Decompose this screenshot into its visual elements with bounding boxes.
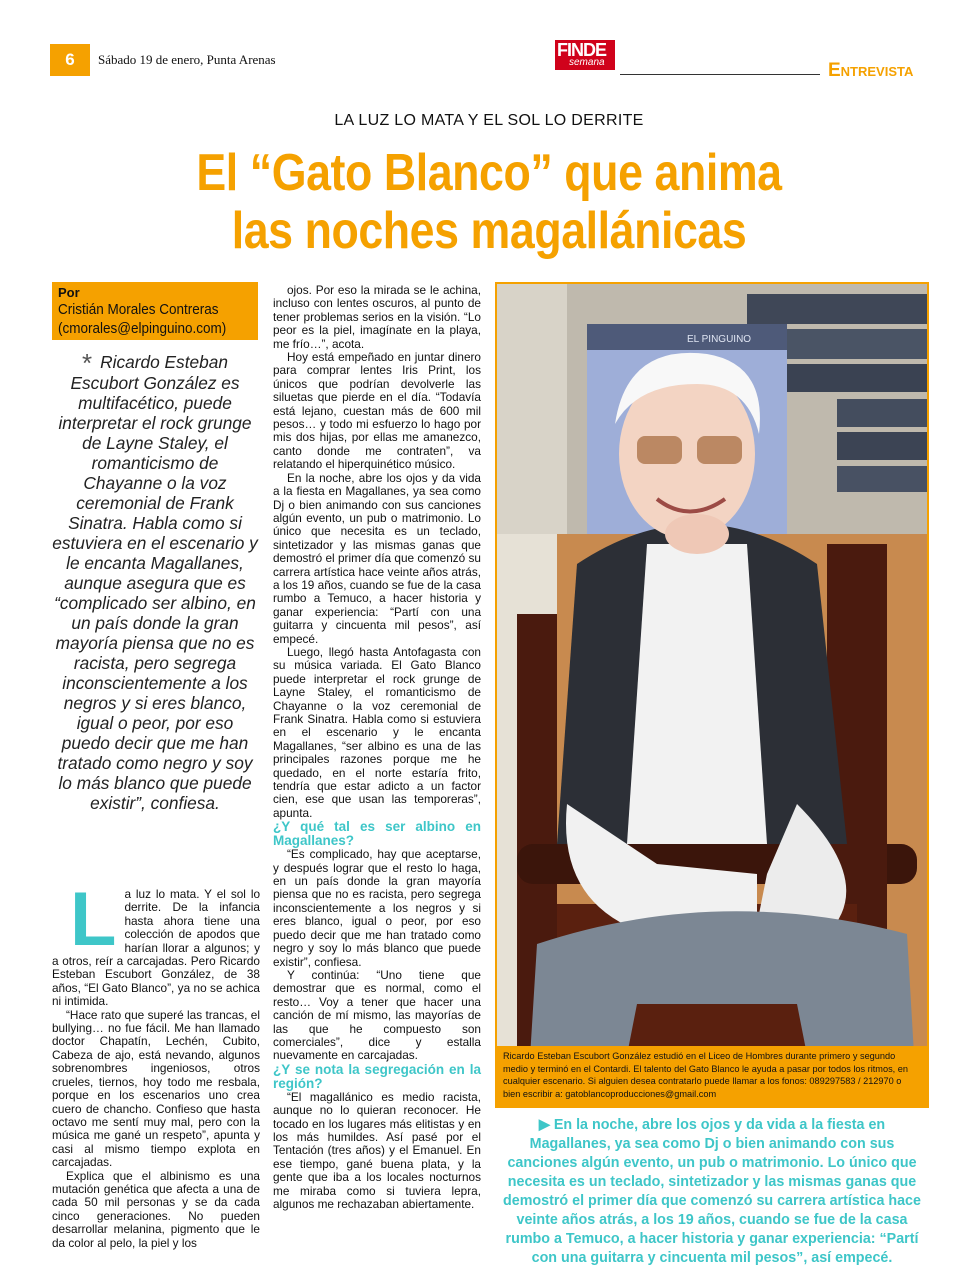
headline (0, 144, 978, 260)
headline-line-1: El “Gato Blanco” que anima (196, 144, 782, 202)
headline-line-2: las noches magallánicas (231, 202, 747, 260)
kicker: LA LUZ LO MATA Y EL SOL LO DERRITE (334, 112, 644, 129)
shelf-label: EL PINGUINO (687, 334, 752, 345)
paragraph: En la noche, abre los ojos y da vida a la fiesta en Magallanes, ya sea como Dj o bien animando con sus canciones algún evento, un pub o matrimonio. Lo único que necesita es un teclado, sintetizador y las mismas ganas que demostró el primer día que comenzó su carrera artística hace veinte años atrás, a los 19 años, cuando se fue de la casa rumbo a Temuco, a hacer historia y ganar experiencia: “Partí con una guitarra y cincuenta mil pesos”, así empecé. (273, 470, 481, 646)
paragraph: “Es complicado, hay que aceptarse, y después lograr que el resto lo haga, en un país donde la gran mayoría piensa que no es racista, pero segrega inconscientemente a los negros y si eres blanco, igual o peor, por eso puedo decir que me han tratado como negro y soy lo más blanco que puede existir”, confiesa. (273, 847, 481, 969)
photo-caption: Ricardo Esteban Escubort González estudió en el Liceo de Hombres durante primero y segundo medio y terminó en el Contardi. El talento del Gato Blanco le ayuda a pasar por todos los ritmos, en cualquier escenario. Si alguien desea contratarlo puede llamar a los fonos: 089297583 / 212970 o bien escribir a: gatoblancoproducciones@gmail.com (495, 1046, 929, 1108)
byline-author: Cristián Morales Contreras (58, 301, 219, 318)
photo-illustration (497, 284, 927, 1106)
subheading: ¿Y se nota la segregación en la región? (273, 1061, 481, 1091)
play-arrow-icon: ▶ (538, 1117, 550, 1133)
paragraph: Luego, llegó hasta Antofagasta con su música variada. El Gato Blanco puede interpretar el rock grunge de Layne Staley, el romanticismo de Chayanne o la voz ceremonial de Frank Sinatra. Habla como si estuviera en el escenario y le encanta Magallanes, “ser albino es una de las principales razones porque me he quedado, en el norte estaría frito, tendría que estar adicto a un factor cien, ese que usan las temporeras”, apunta. (273, 644, 481, 820)
portrait-photo (495, 282, 929, 1108)
drop-cap: L (70, 877, 117, 962)
page-number: 6 (50, 44, 90, 76)
logo-top-text: FINDE (557, 40, 606, 60)
header-rule (620, 74, 820, 75)
body-column-2 (273, 284, 481, 1211)
pull-quote-text: En la noche, abre los ojos y da vida a la fiesta en Magallanes, ya sea como Dj o bien animando con sus canciones algún evento, un pub o matrimonio. Lo único que necesita es un teclado, sintetizador y las mismas ganas que demostró el primer día que comenzó su carrera artística hace veinte años atrás, a los 19 años, cuando se fue de la casa rumbo a Temuco, a hacer historia y ganar experiencia: “Partí con una guitarra y cincuenta mil pesos”, así empecé. (503, 1117, 921, 1266)
paragraph: “El magallánico es medio racista, aunque no lo quieran reconocer. He tocado en los lugares más elitistas y en los más humildes. Así pasé por el Tentación (tres años) y el Emanuel. En ese tiempo, gané buena plata, y la gente que iba a los locales nocturnos me miraba como si tuviera lepra, algunos me rechazaban abiertamente. (273, 1089, 481, 1211)
finde-logo (555, 40, 615, 74)
asterisk-icon: * (82, 348, 93, 378)
paragraph: Y continúa: “Uno tiene que demostrar que es normal, como el resto… Voy a tener que hacer una canción de mí mismo, las mayorías de las que he compuesto son comerciales”, dice y estalla nuevamente en carcajadas. (273, 967, 481, 1063)
logo-bottom-text: semana (569, 57, 605, 68)
byline-por: Por (58, 285, 80, 300)
dateline: Sábado 19 de enero, Punta Arenas (98, 52, 276, 67)
section-label: Entrevista (828, 60, 914, 81)
subheading: ¿Y qué tal es ser albino en Magallanes? (273, 819, 481, 849)
byline-email: (cmorales@elpinguino.com) (58, 320, 227, 337)
pull-quote (497, 1116, 927, 1268)
body-column-1 (52, 877, 260, 1250)
lead-text: Ricardo Esteban Escubort González es multifacético, puede interpretar el rock grunge de Layne Staley, el romanticismo de Chayanne o la voz ceremonial de Frank Sinatra. Habla como si estuviera en el escenario y le encanta Magallanes, aunque asegura que es “complicado ser albino, en un país donde la gran mayoría piensa que no es racista, pero segrega inconscientemente a los negros y si eres blanco, igual o peor, por eso puedo decir que me han tratado como negro y soy lo más blanco que puede existir”, confiesa. (52, 352, 258, 813)
paragraph: a luz lo mata. Y el sol lo derrite. De la infancia hasta ahora tiene una colección de apodos que harían llorar a algunos; y a otros, reír a carcajadas. Pero Ricardo Esteban Escubort González, de 38 años, “El Gato Blanco”, ya no se achica ni intimida. (52, 887, 260, 1009)
byline-box (52, 282, 258, 340)
paragraph: Explica que el albinismo es una mutación genética que afecta a una de cada 50 mil personas y se da cada cinco generaciones. No pueden desarrollar melanina, pigmento que le da color al pelo, la piel y los (52, 1168, 260, 1250)
paragraph: “Hace rato que superé las trancas, el bullying… no fue fácil. Me han llamado doctor Chapatín, Lechén, Cubito, Cabeza de ajo, está nevando, algunos sobrenombres ingeniosos, otros crueles, tiernos, hoy todo me resbala, porque en los escenarios uno crea cuero de chancho. Confieso que hasta octavo me sentí muy mal, pero con la música me gané un respeto”, apunta y casi al mismo tiempo explota en carcajadas. (52, 1007, 260, 1170)
lead-paragraph (52, 348, 258, 813)
paragraph: ojos. Por eso la mirada se le achina, incluso con lentes oscuros, al punto de tener problemas serios en la visión. “Lo peor es la piel, imagínate en la playa, me frío…”, acota. (273, 283, 481, 351)
paragraph: Hoy está empeñado en juntar dinero para comprar lentes Iris Print, los únicos que podrían devolverle las siluetas que pierde en el día. “Todavía está lejano, cuestan más de 600 mil pesos… y todo mi esfuerzo lo hago por mis dos hijas, por ellas me amanezco, canto donde me contraten”, va relatando el hiperquinético músico. (273, 350, 481, 472)
